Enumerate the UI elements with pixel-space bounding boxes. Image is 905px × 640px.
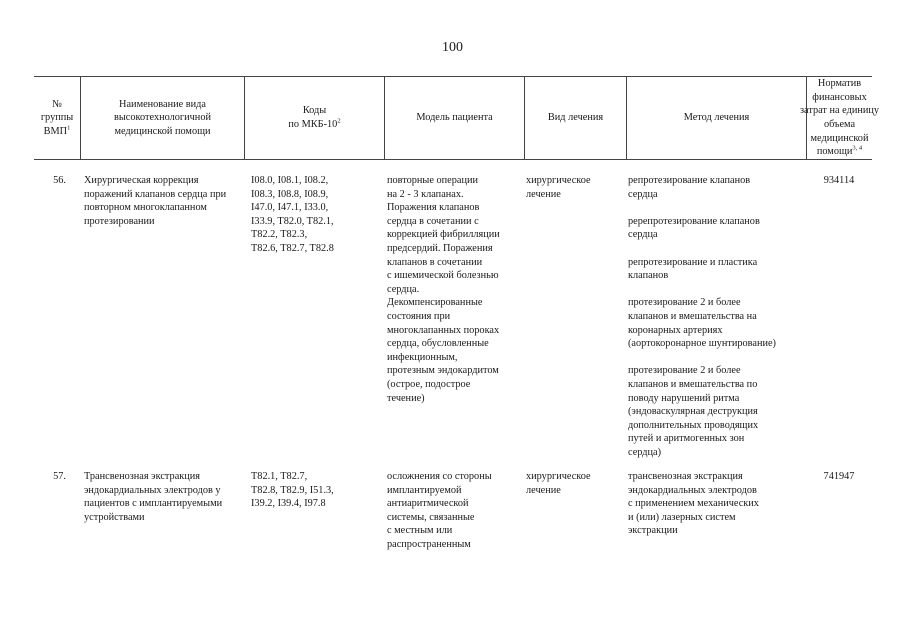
- cell-line: I47.0, I47.1, I33.0,: [251, 202, 329, 214]
- cell-line: на 2 - 3 клапанах.: [387, 188, 464, 200]
- row-patient-model: [384, 470, 524, 560]
- header-text: №: [52, 98, 62, 110]
- cell-line: T82.1, T82.7,: [251, 471, 308, 482]
- cell-line: устройствами: [84, 511, 145, 523]
- header-text: затрат на единицу: [799, 105, 880, 117]
- method-item: [628, 174, 806, 201]
- cell-line: сердца.: [387, 283, 420, 295]
- row-treatment-methods: [626, 174, 806, 470]
- header-text: объема: [823, 119, 856, 130]
- cell-line: лечение: [526, 484, 561, 496]
- cell-line: сердца, обусловленные: [387, 338, 489, 350]
- footnote-ref: 3, 4: [852, 144, 863, 152]
- cell-line: поводу нарушений ритма: [628, 392, 740, 404]
- footnote-ref: 2: [337, 117, 341, 125]
- cell-line: протезирование 2 и более: [628, 365, 741, 377]
- row-treatment-type: [524, 470, 626, 560]
- header-text: медицинской помощи: [114, 125, 211, 137]
- cell-line: коррекцией фибрилляции: [387, 229, 500, 241]
- row-treatment-type: [524, 174, 626, 470]
- header-text: высокотехнологичной: [114, 112, 211, 124]
- cell-line: эндокардиальных электродов: [628, 484, 757, 496]
- row-cost: 741947: [823, 471, 855, 482]
- cell-line: хирургическое: [526, 471, 591, 482]
- header-text: Модель пациента: [416, 112, 493, 124]
- method-item: [628, 364, 806, 459]
- cell-line: системы, связанные: [387, 511, 475, 523]
- header-text: Коды: [302, 105, 327, 117]
- header-text: группы: [40, 112, 74, 124]
- cell-line: клапанов: [628, 270, 669, 282]
- cell-line: экстракции: [628, 525, 678, 537]
- method-item: [628, 470, 806, 538]
- header-text: Норматив: [817, 78, 862, 90]
- cell-line: Трансвенозная экстракция: [84, 471, 201, 482]
- cell-line: протезировании: [84, 215, 155, 227]
- cell-line: повторные операции: [387, 175, 478, 186]
- cell-line: I39.2, I39.4, I97.8: [251, 498, 326, 510]
- cell-line: клапанов в сочетании: [387, 256, 483, 268]
- cell-line: (острое, подострое: [387, 378, 471, 390]
- cell-line: с местным или: [387, 525, 453, 537]
- cell-line: эндокардиальных электродов у: [84, 484, 221, 496]
- cell-line: распространенным: [387, 538, 471, 550]
- method-item: [628, 296, 806, 350]
- row-patient-model: [384, 174, 524, 470]
- cell-line: Хирургическая коррекция: [84, 175, 199, 186]
- row-number: 56.: [53, 175, 66, 186]
- table-row: [34, 174, 872, 470]
- cell-line: клапанов и вмешательства по: [628, 378, 758, 390]
- cell-line: лечение: [526, 188, 561, 200]
- cell-line: (эндоваскулярная деструкция: [628, 406, 758, 418]
- page-number: 100: [442, 40, 463, 55]
- cell-line: сердца в сочетании с: [387, 215, 479, 227]
- row-number: 57.: [53, 471, 66, 482]
- row-icd-codes: [244, 174, 384, 470]
- cell-line: антиаритмической: [387, 498, 469, 510]
- header-text: медицинской: [810, 132, 869, 144]
- header-text: Метод лечения: [683, 112, 750, 124]
- header-treatment-type: [524, 77, 626, 159]
- cell-line: инфекционным,: [387, 351, 458, 363]
- header-text: Вид лечения: [547, 112, 604, 124]
- cell-line: Поражения клапанов: [387, 202, 480, 214]
- cell-line: протезным эндокардитом: [387, 365, 499, 377]
- header-text: помощи: [816, 146, 853, 158]
- cell-line: Декомпенсированные: [387, 297, 483, 309]
- cell-line: предсердий. Поражения: [387, 242, 493, 254]
- row-care-type: [80, 174, 244, 470]
- header-care-type: [80, 77, 244, 159]
- header-icd-codes: [244, 77, 384, 159]
- method-item: [628, 256, 806, 283]
- header-text: по МКБ-10: [288, 119, 338, 130]
- cell-line: I08.3, I08.8, I08.9,: [251, 188, 329, 200]
- table-row: [34, 470, 872, 560]
- cell-line: протезирование 2 и более: [628, 297, 741, 309]
- row-cost: 934114: [823, 175, 855, 186]
- header-treatment-method: [626, 77, 806, 159]
- cell-line: клапанов и вмешательства на: [628, 310, 757, 322]
- header-patient-model: [384, 77, 524, 159]
- cell-line: (аортокоронарное шунтирование): [628, 338, 776, 350]
- table-header: [34, 77, 880, 160]
- vmp-table: [34, 76, 880, 560]
- cell-line: репротезирование и пластика: [628, 256, 758, 268]
- cell-line: с ишемической болезнью: [387, 270, 499, 282]
- header-cost-norm: [799, 77, 880, 159]
- header-text: Наименование вида: [119, 98, 206, 110]
- cell-line: I33.9, T82.0, T82.1,: [251, 215, 334, 227]
- row-treatment-methods: [626, 470, 806, 560]
- cell-line: путей и аритмогенных зон: [628, 433, 745, 445]
- cell-line: I08.0, I08.1, I08.2,: [251, 175, 329, 186]
- cell-line: сердца: [628, 229, 658, 241]
- cell-line: течение): [387, 392, 425, 404]
- cell-line: дополнительных проводящих: [628, 419, 759, 431]
- row-care-type: [80, 470, 244, 560]
- row-icd-codes: [244, 470, 384, 560]
- cell-line: повторном многоклапанном: [84, 202, 207, 214]
- cell-line: трансвенозная экстракция: [628, 471, 743, 482]
- cell-line: хирургическое: [526, 175, 591, 186]
- header-text: ВМП: [43, 125, 68, 137]
- cell-line: состояния при: [387, 310, 451, 322]
- cell-line: с применением механических: [628, 498, 759, 510]
- cell-line: сердца): [628, 446, 662, 458]
- cell-line: ререпротезирование клапанов: [628, 215, 760, 227]
- cell-line: репротезирование клапанов: [628, 175, 751, 186]
- cell-line: T82.2, T82.3,: [251, 229, 308, 241]
- header-group-number: [34, 77, 80, 159]
- footnote-ref: 1: [67, 124, 71, 132]
- cell-line: многоклапанных пороках: [387, 324, 500, 336]
- cell-line: имплантируемой: [387, 484, 462, 496]
- method-item: [628, 215, 806, 242]
- cell-line: поражений клапанов сердца при: [84, 188, 227, 200]
- cell-line: и (или) лазерных систем: [628, 511, 736, 523]
- cell-line: коронарных артериях: [628, 324, 723, 336]
- header-text: финансовых: [812, 91, 867, 103]
- cell-line: осложнения со стороны: [387, 471, 492, 482]
- cell-line: сердца: [628, 188, 658, 200]
- cell-line: пациентов с имплантируемыми: [84, 498, 223, 510]
- cell-line: T82.8, T82.9, I51.3,: [251, 484, 334, 496]
- cell-line: T82.6, T82.7, T82.8: [251, 242, 334, 254]
